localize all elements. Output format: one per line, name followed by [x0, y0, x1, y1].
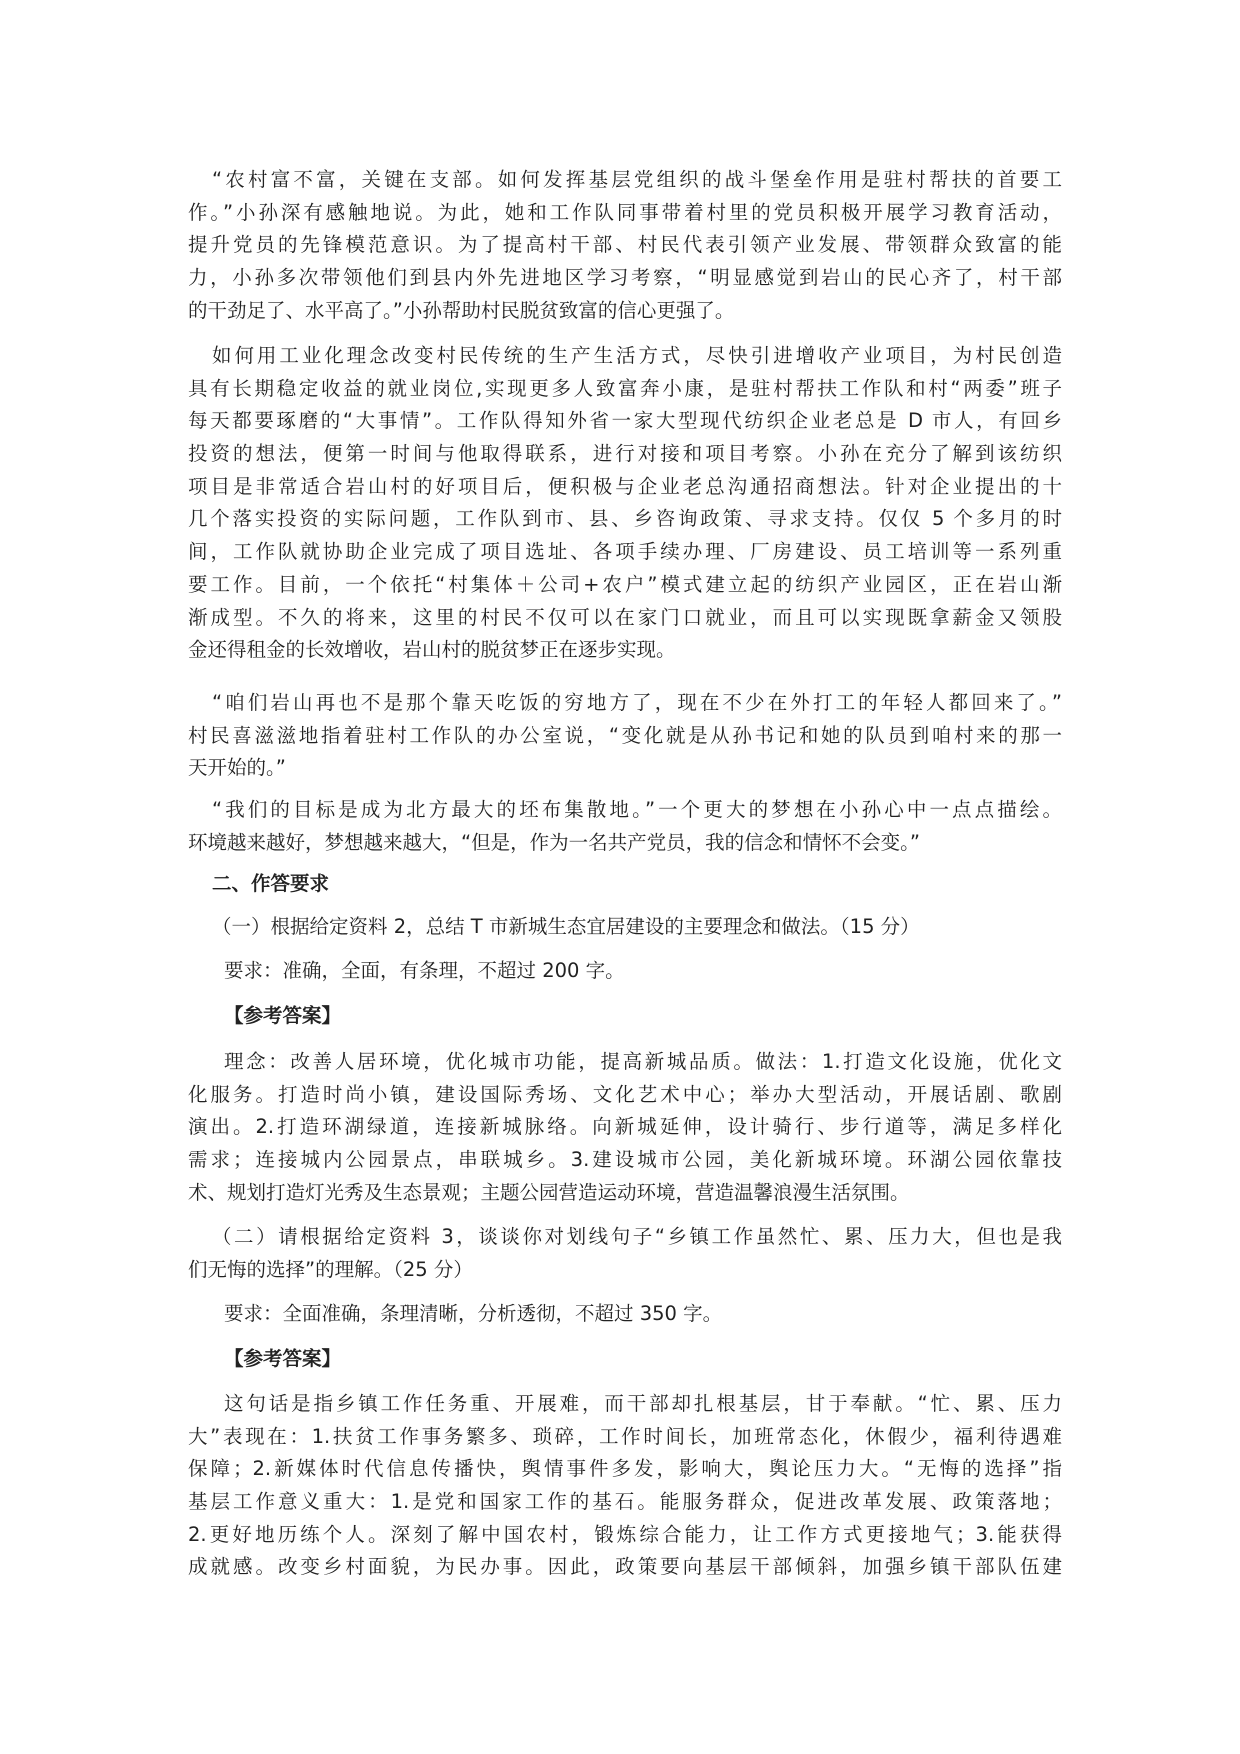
text-line: 这句话是指乡镇工作任务重、开展难，而干部却扎根基层，甘于奉献。“忙、累、压力 — [224, 1392, 1062, 1415]
paragraph-1 — [188, 164, 1062, 327]
text-line: 基层工作意义重大：1.是党和国家工作的基石。能服务群众，促进改革发展、政策落地； — [188, 1490, 1062, 1514]
text-line: 需求；连接城内公园景点，串联城乡。3.建设城市公园，美化新城环境。环湖公园依靠技 — [188, 1148, 1062, 1172]
text-line: 保障；2.新媒体时代信息传播快，舆情事件多发，影响大，舆论压力大。“无悔的选择”指 — [188, 1457, 1062, 1481]
text-line: 要工作。目前，一个依托“村集体＋公司+农户”模式建立起的纺织产业园区，正在岩山渐 — [188, 572, 1062, 596]
text-line: 演出。2.打造环湖绿道，连接新城脉络。向新城延伸，设计骑行、步行道等，满足多样化 — [188, 1115, 1062, 1139]
text-line: 们无悔的选择”的理解。（25 分） — [188, 1257, 473, 1281]
text-line: 天开始的。” — [188, 756, 286, 780]
answer-label-1: 【参考答案】 — [224, 1004, 342, 1027]
text-line: “农村富不富，关键在支部。如何发挥基层党组织的战斗堡垒作用是驻村帮扶的首要工 — [212, 168, 1062, 191]
text-line: （二）请根据给定资料 3，谈谈你对划线句子“乡镇工作虽然忙、累、压力大，但也是我 — [212, 1225, 1062, 1248]
answer-2 — [188, 1388, 1062, 1584]
requirement-1: 要求：准确，全面，有条理，不超过 200 字。 — [224, 959, 625, 982]
text-line: “咱们岩山再也不是那个靠天吃饭的穷地方了，现在不少在外打工的年轻人都回来了。” — [212, 691, 1062, 714]
text-line: 渐成型。不久的将来，这里的村民不仅可以在家门口就业，而且可以实现既拿薪金又领股 — [188, 605, 1062, 629]
paragraph-2 — [188, 340, 1062, 667]
answer-label-2: 【参考答案】 — [224, 1347, 342, 1370]
question-text: （一）根据给定资料 2，总结 T 市新城生态宜居建设的主要理念和做法。（15 分） — [212, 915, 920, 938]
text-line: 金还得租金的长效增收，岩山村的脱贫梦正在逐步实现。 — [188, 638, 676, 662]
text-line: 项目是非常适合岩山村的好项目后，便积极与企业老总沟通招商想法。针对企业提出的十 — [188, 474, 1062, 498]
paragraph-4 — [188, 794, 1062, 859]
paragraph-3 — [188, 687, 1062, 785]
text-line: 投资的想法，便第一时间与他取得联系，进行对接和项目考察。小孙在充分了解到该纺织 — [188, 442, 1062, 466]
text-line: 的干劲足了、水平高了。”小孙帮助村民脱贫致富的信心更强了。 — [188, 298, 735, 322]
text-line: 提升党员的先锋模范意识。为了提高村干部、村民代表引领产业发展、带领群众致富的能 — [188, 233, 1062, 257]
text-line: 力，小孙多次带领他们到县内外先进地区学习考察，“明显感觉到岩山的民心齐了，村干部 — [188, 266, 1062, 290]
requirement-2: 要求：全面准确，条理清晰，分析透彻，不超过 350 字。 — [224, 1302, 723, 1325]
text-line: 具有长期稳定收益的就业岗位,实现更多人致富奔小康，是驻村帮扶工作队和村“两委”班子 — [188, 376, 1062, 400]
text-line: “我们的目标是成为北方最大的坯布集散地。”一个更大的梦想在小孙心中一点点描绘。 — [212, 798, 1062, 821]
text-line: 每天都要琢磨的“大事情”。工作队得知外省一家大型现代纺织企业老总是 D 市人，有回乡 — [188, 409, 1062, 433]
text-line: 作。”小孙深有感触地说。为此，她和工作队同事带着村里的党员积极开展学习教育活动， — [188, 200, 1062, 224]
answer-1 — [188, 1046, 1062, 1209]
text-line: 大”表现在：1.扶贫工作事务繁多、琐碎，工作时间长，加班常态化，休假少，福利待遇难 — [188, 1424, 1062, 1448]
text-line: 理念：改善人居环境，优化城市功能，提高新城品质。做法：1.打造文化设施，优化文 — [224, 1050, 1062, 1073]
text-line: 间，工作队就协助企业完成了项目选址、各项手续办理、厂房建设、员工培训等一系列重 — [188, 540, 1062, 564]
text-line: 如何用工业化理念改变村民传统的生产生活方式，尽快引进增收产业项目，为村民创造 — [212, 344, 1062, 367]
text-line: 环境越来越好，梦想越来越大，“但是，作为一名共产党员，我的信念和情怀不会变。” — [188, 830, 920, 854]
question-2 — [188, 1221, 1062, 1286]
text-line: 几个落实投资的实际问题，工作队到市、县、乡咨询政策、寻求支持。仅仅 5 个多月的时 — [188, 507, 1062, 531]
text-line: 成就感。改变乡村面貌，为民办事。因此，政策要向基层干部倾斜，加强乡镇干部队伍建 — [188, 1555, 1062, 1579]
text-line: 2.更好地历练个人。深刻了解中国农村，锻炼综合能力，让工作方式更接地气；3.能获得 — [188, 1522, 1062, 1546]
section-heading: 二、作答要求 — [212, 872, 330, 895]
text-line: 村民喜滋滋地指着驻村工作队的办公室说，“变化就是从孙书记和她的队员到咱村来的那一 — [188, 723, 1062, 747]
text-line: 术、规划打造灯光秀及生态景观；主题公园营造运动环境，营造温馨浪漫生活氛围。 — [188, 1180, 910, 1204]
text-line: 化服务。打造时尚小镇，建设国际秀场、文化艺术中心；举办大型活动，开展话剧、歌剧 — [188, 1082, 1062, 1106]
question-1 — [188, 911, 1062, 944]
